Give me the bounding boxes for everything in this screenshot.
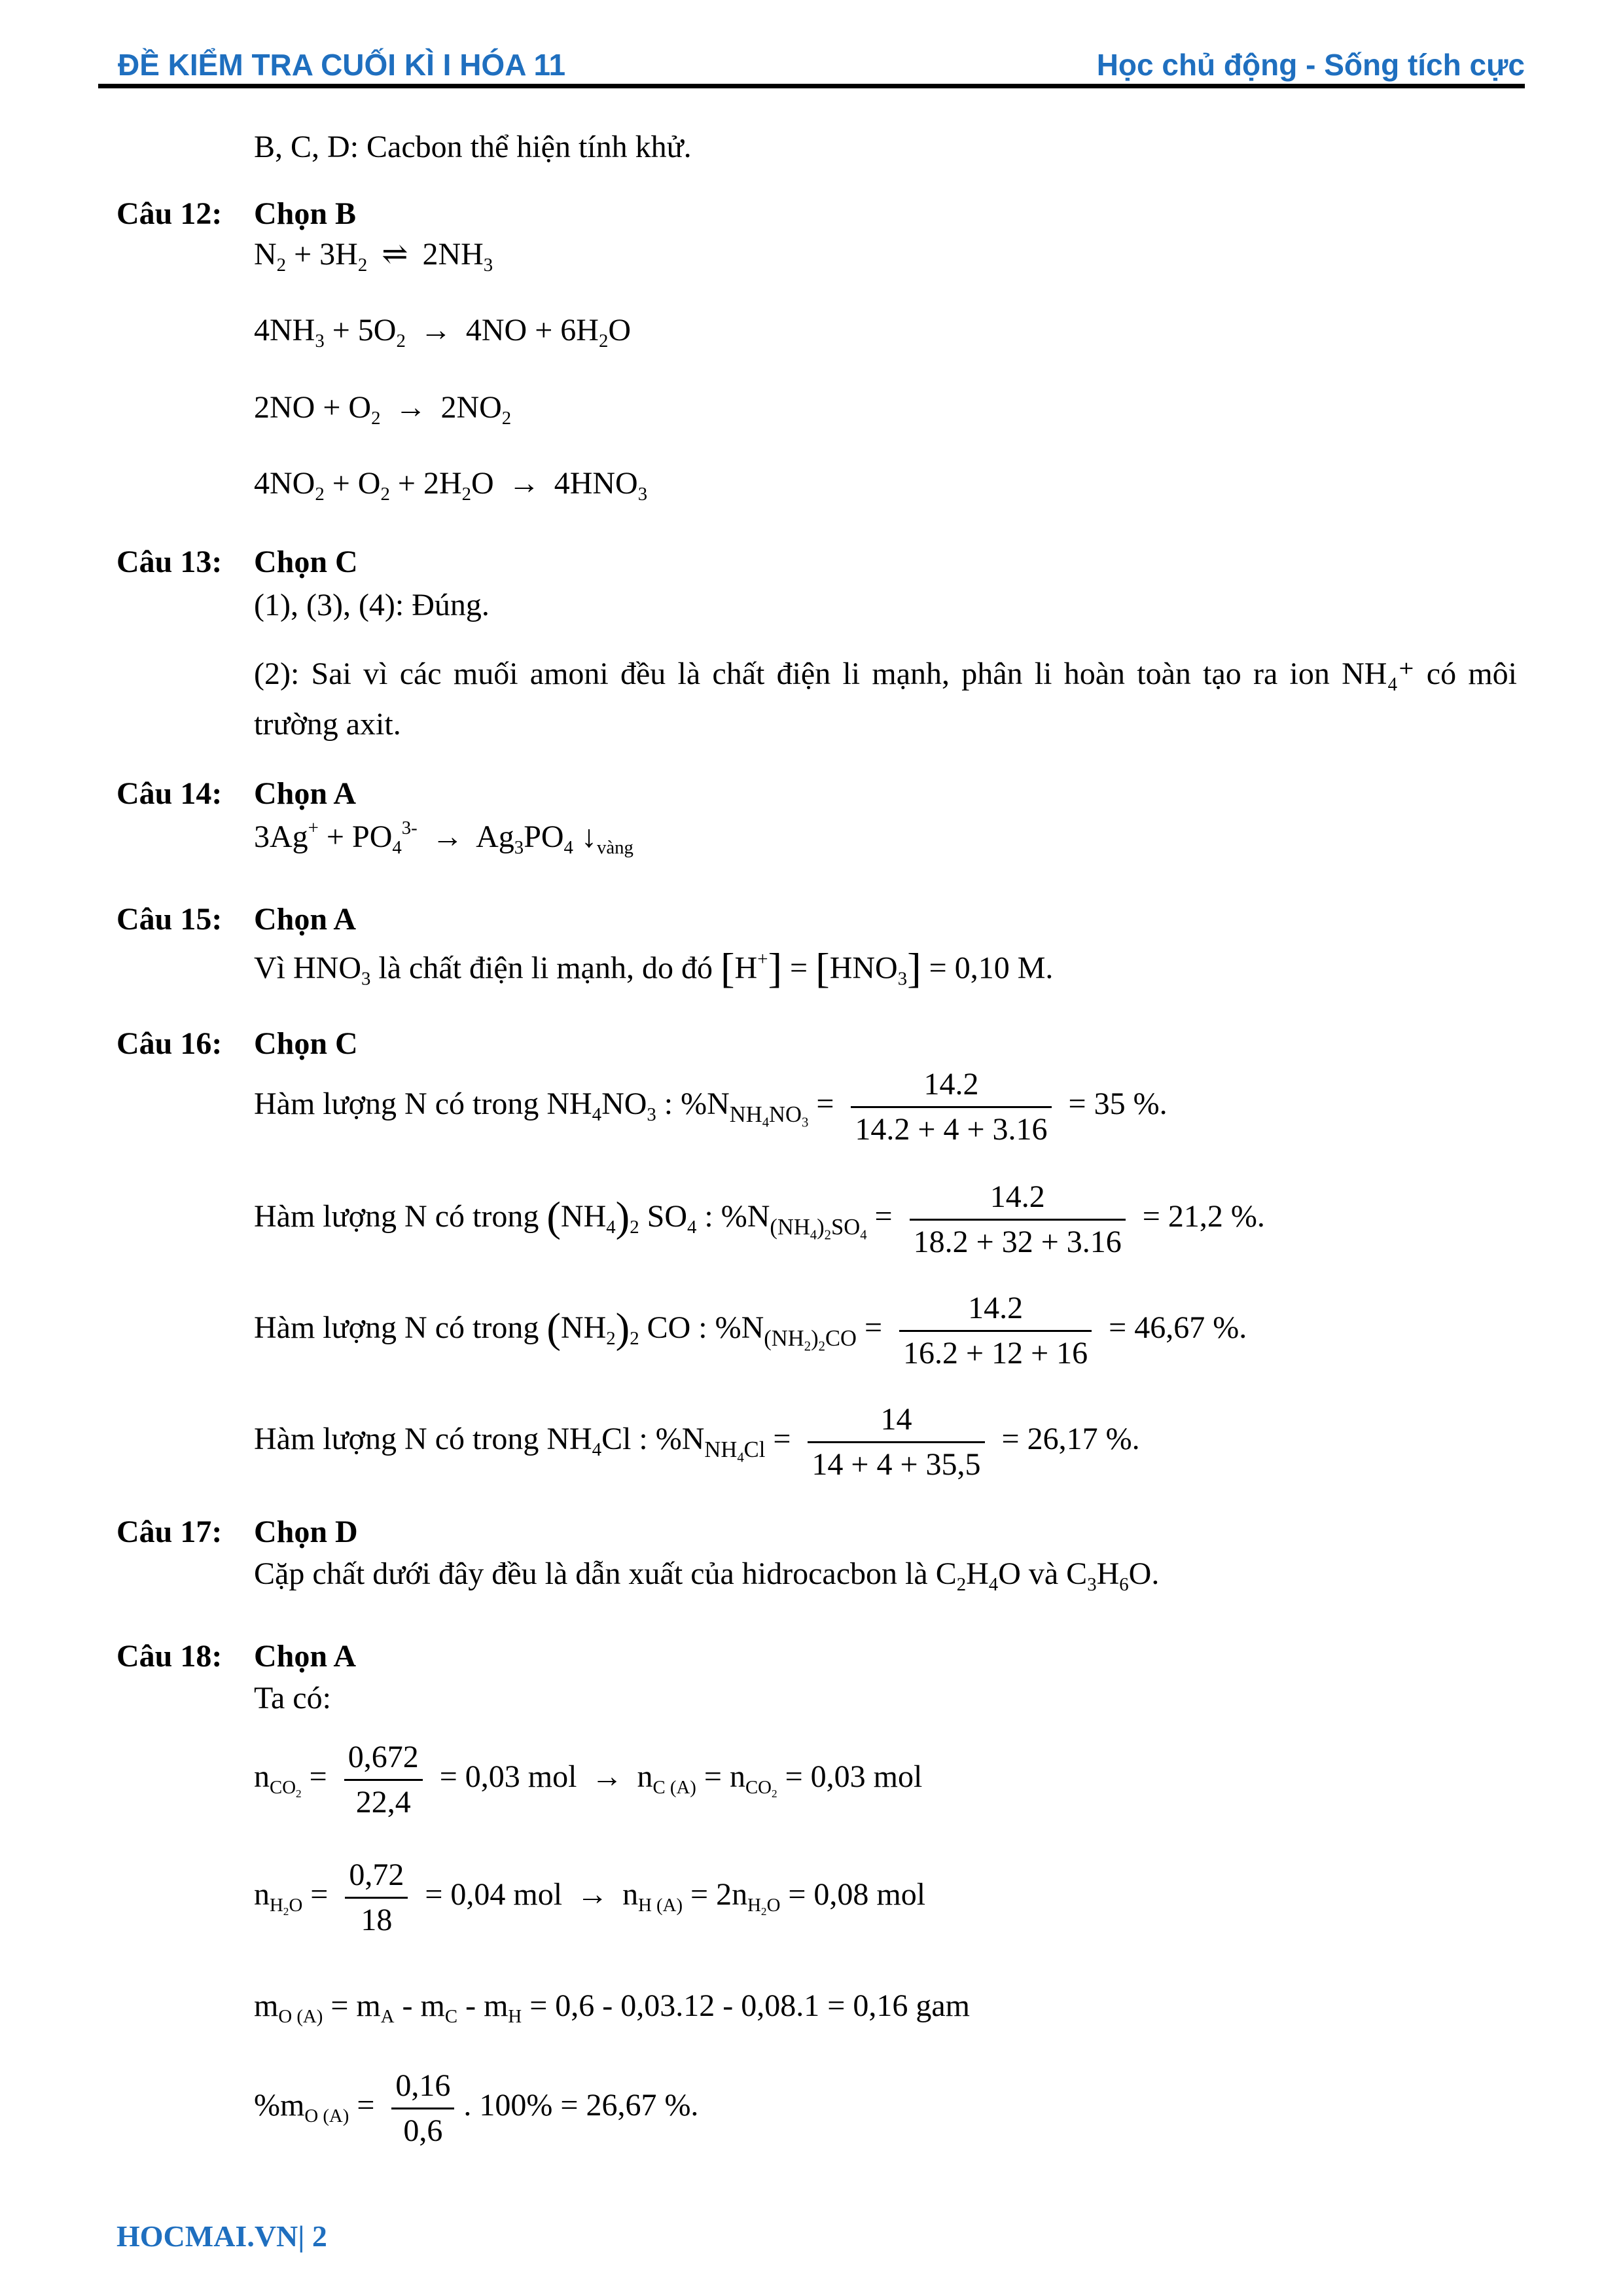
fraction: $\frac{0,672}{22,4}$	[344, 1738, 423, 1821]
q15-statement: Vì $HNO_3$ là chất điện li mạnh, do đó $[H^+] = [HNO_3] = 0,10$ M.	[254, 945, 1054, 992]
q17-conj: và	[1028, 1556, 1059, 1591]
q15-result: = 0,10 M.	[929, 950, 1054, 986]
q16-line-3: Hàm lượng N có trong $(NH_2)_2$ CO : $\%N_{(NH_2)_2CO}$ = $\frac{14.2}{16.2 + 12 + 16}$ = 46,67 %.	[254, 1289, 1247, 1372]
page-header	[98, 43, 1525, 85]
q18-intro: Ta có:	[254, 1681, 331, 1715]
question-label: Câu 15:	[116, 902, 223, 937]
q16-line-2: Hàm lượng N có trong $(NH_4)_2$ $SO_4$ : $\%N_{(NH_4)_2SO_4}$ = $\frac{14.2}{18.2 + 32 + 3.16}$ = 21,2 %.	[254, 1178, 1265, 1261]
q16-result-2: = 21,2 %.	[1142, 1199, 1265, 1234]
q16-prefix: Hàm lượng N có trong	[254, 1086, 539, 1122]
question-answer: Chọn A	[254, 902, 357, 937]
fraction: $\frac{14.2}{18.2 + 32 + 3.16}$	[910, 1178, 1126, 1261]
q13-line-2: (2): Sai vì các muối amoni đều là chất điện li mạnh, phân li hoàn toàn tạo ra ion NH₄⁺ có môi trường axit.	[254, 656, 1517, 742]
equation-q12-1: $N_2 + 3H_2$ ⇌ $2NH_3$	[254, 237, 493, 276]
question-answer: Chọn A	[254, 1639, 357, 1674]
question-16-heading	[116, 1025, 358, 1063]
fraction: $\frac{0,72}{18}$	[345, 1856, 408, 1939]
question-label: Câu 18:	[116, 1639, 223, 1674]
fraction: $\frac{0,16}{0,6}$	[391, 2067, 454, 2149]
q17-prefix: Cặp chất dưới đây đều là dẫn xuất của hidrocacbon là	[254, 1556, 928, 1591]
equation-q12-4: $4NO_2 + O_2 + 2H_2O \to 4HNO_3$	[254, 466, 648, 505]
q18-line-co2: $n_{CO_2}$ = $\frac{0,672}{22,4}$ = 0,03 mol → $n_{C (A)} = n_{CO_2} = 0,03$ mol	[254, 1738, 922, 1821]
q16-result-3: = 46,67 %.	[1109, 1310, 1247, 1346]
equation-q12-3: $2NO + O_2 \to 2NO_2$	[254, 390, 512, 429]
question-18-heading	[116, 1638, 356, 1676]
question-answer: Chọn A	[254, 776, 357, 811]
q18-line-h2o: $n_{H_2O}$ = $\frac{0,72}{18}$ = 0,04 mol → $n_{H (A)} = 2n_{H_2O} = 0,08$ mol	[254, 1856, 925, 1939]
q16-prefix: Hàm lượng N có trong	[254, 1422, 539, 1457]
header-divider	[98, 84, 1525, 88]
header-title: ĐỀ KIỂM TRA CUỐI KÌ I HÓA 11	[118, 48, 566, 82]
q16-prefix: Hàm lượng N có trong	[254, 1199, 539, 1234]
question-15-heading	[116, 901, 356, 939]
question-answer: Chọn D	[254, 1515, 358, 1549]
fraction: $\frac{14.2}{14.2 + 4 + 3.16}$	[851, 1066, 1051, 1148]
question-label: Câu 13:	[116, 545, 223, 579]
question-label: Câu 12:	[116, 196, 223, 231]
fraction: $\frac{14}{14 + 4 + 35,5}$	[808, 1401, 984, 1483]
q18-line-mo: $m_{O (A)} = m_A - m_C - m_H = 0,6 - 0,03.12 - 0,08.1 = 0,16$ gam	[254, 1988, 970, 2028]
q16-result-4: = 26,17 %.	[1001, 1422, 1140, 1457]
q16-line-4: Hàm lượng N có trong $NH_4Cl$ : $\%N_{NH_4Cl}$ = $\frac{14}{14 + 4 + 35,5}$ = 26,17 %.	[254, 1401, 1140, 1483]
equation-q14: $3Ag^+ + PO_4^{3-} \to Ag_3PO_4$ $↓_{vàng}$	[254, 817, 633, 859]
page-footer: HOCMAI.VN| 2	[116, 2219, 327, 2253]
question-answer: Chọn C	[254, 545, 358, 579]
q16-line-1: Hàm lượng N có trong $NH_4NO_3$ : $\%N_{NH_4NO_3}$ = $\frac{14.2}{14.2 + 4 + 3.16}$ = 35 %.	[254, 1066, 1168, 1148]
q13-line-1: (1), (3), (4): Đúng.	[254, 588, 490, 622]
q16-result-1: = 35 %.	[1068, 1086, 1168, 1122]
question-answer: Chọn B	[254, 196, 357, 231]
question-label: Câu 17:	[116, 1515, 223, 1549]
question-13-heading	[116, 543, 358, 581]
q15-prefix: Vì	[254, 950, 285, 986]
equation-q12-2: $4NH_3 + 5O_2 \to 4NO + 6H_2O$	[254, 313, 632, 352]
q16-prefix: Hàm lượng N có trong	[254, 1310, 539, 1346]
question-label: Câu 14:	[116, 776, 223, 811]
q15-mid: là chất điện li mạnh, do đó	[378, 950, 713, 986]
fraction: $\frac{14.2}{16.2 + 12 + 16}$	[899, 1289, 1092, 1372]
question-answer: Chọn C	[254, 1026, 358, 1061]
question-label: Câu 16:	[116, 1026, 223, 1061]
question-17-heading	[116, 1513, 358, 1551]
q17-statement: Cặp chất dưới đây đều là dẫn xuất của hidrocacbon là $C_2H_4O$ và $C_3H_6O$.	[254, 1556, 1160, 1596]
question-12-heading	[116, 195, 356, 233]
q18-line-pct: $\%m_{O (A)}$ = $\frac{0,16}{0,6}$ . 100% = 26,67 %.	[254, 2067, 698, 2149]
intro-line: B, C, D: Cacbon thể hiện tính khử.	[254, 130, 692, 164]
question-14-heading	[116, 775, 356, 813]
header-slogan: Học chủ động - Sống tích cực	[1096, 48, 1525, 82]
